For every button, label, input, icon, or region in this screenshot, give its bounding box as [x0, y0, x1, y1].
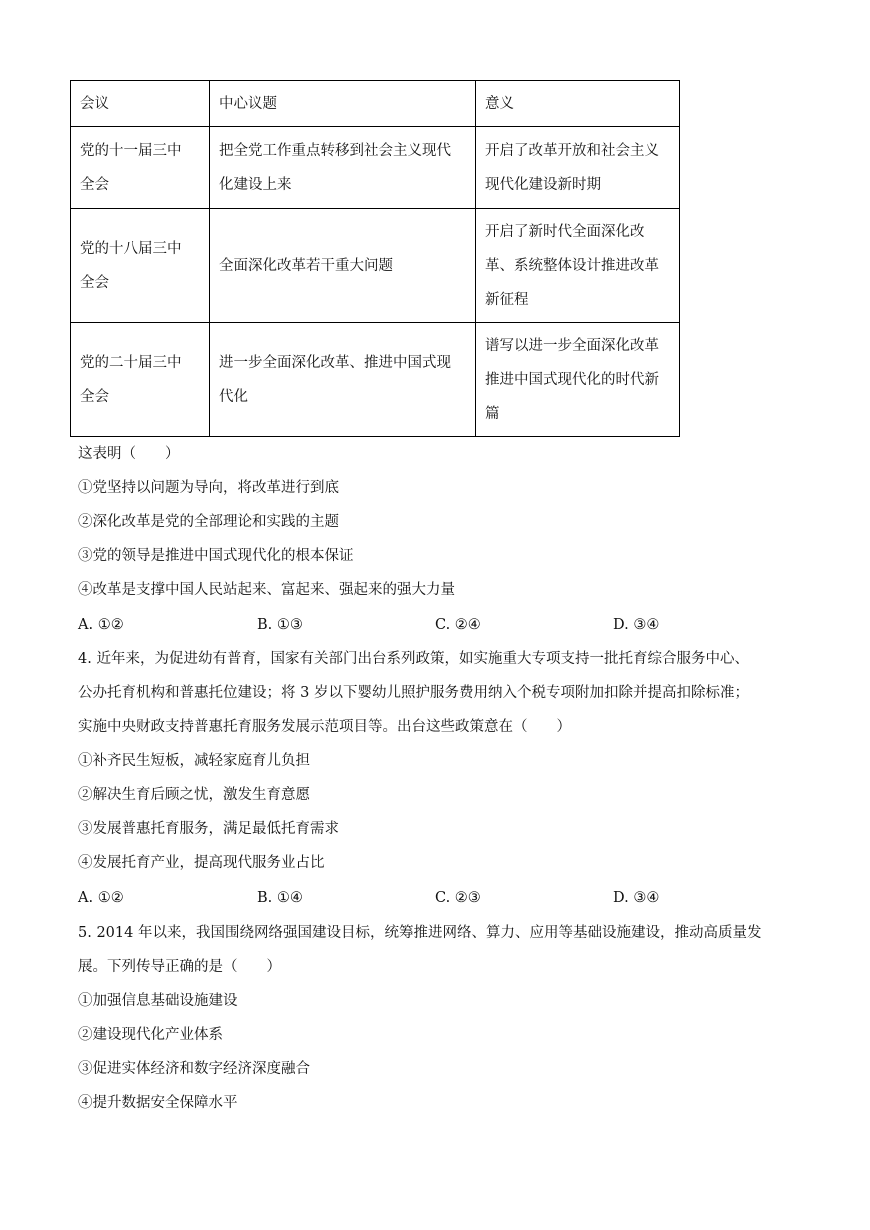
q3-stem: 这表明（ ）: [78, 446, 180, 462]
cell-line: 党的二十届三中: [80, 354, 182, 371]
cell-line: 党的十一届三中: [80, 142, 182, 159]
q3-item-1: ①党坚持以问题为导向，将改革进行到底: [78, 480, 339, 496]
q3-item-2: ②深化改革是党的全部理论和实践的主题: [78, 514, 339, 530]
header-topic: 中心议题: [210, 81, 476, 127]
cell-line: 全会: [80, 176, 109, 193]
cell-line: 全会: [80, 274, 109, 291]
q3-option-c[interactable]: C. ②④: [435, 617, 481, 633]
q4-option-c[interactable]: C. ②③: [435, 890, 481, 906]
meeting-cell: [71, 323, 210, 437]
meeting-cell: [71, 209, 210, 323]
cell-line: 全面深化改革若干重大问题: [219, 257, 393, 274]
q4-stem-line-1: 4. 近年来，为促进幼有普育，国家有关部门出台系列政策，如实施重大专项支持一批托育综合服务中心、: [78, 651, 749, 667]
q5-item-4: ④提升数据安全保障水平: [78, 1095, 238, 1111]
q3-option-b[interactable]: B. ①③: [257, 617, 303, 633]
cell-line: 革、系统整体设计推进改革: [485, 257, 659, 274]
q4-item-4: ④发展托育产业，提高现代服务业占比: [78, 855, 325, 871]
table-row: [71, 127, 680, 209]
q5-stem-line-1: 5. 2014 年以来，我国围绕网络强国建设目标，统筹推进网络、算力、应用等基础设施建设，推动高质量发: [78, 925, 762, 941]
q3-item-3: ③党的领导是推进中国式现代化的根本保证: [78, 548, 354, 564]
q3-option-d[interactable]: D. ③④: [613, 617, 660, 633]
significance-cell: [476, 323, 680, 437]
q4-stem-line-3: 实施中央财政支持普惠托育服务发展示范项目等。出台这些政策意在（ ）: [78, 719, 571, 735]
topic-cell: [210, 209, 476, 323]
table-header-row: [71, 81, 680, 127]
cell-line: 新征程: [485, 291, 529, 308]
meeting-cell: [71, 127, 210, 209]
cell-line: 篇: [485, 405, 500, 422]
q3-item-4: ④改革是支撑中国人民站起来、富起来、强起来的强大力量: [78, 582, 455, 598]
cell-line: 全会: [80, 388, 109, 405]
cell-line: 进一步全面深化改革、推进中国式现: [219, 354, 451, 371]
q5-stem-line-2: 展。下列传导正确的是（ ）: [78, 959, 281, 975]
cell-line: 代化: [219, 388, 248, 405]
header-significance: 意义: [476, 81, 680, 127]
cell-line: 把全党工作重点转移到社会主义现代: [219, 142, 451, 159]
cell-line: 推进中国式现代化的时代新: [485, 371, 659, 388]
cell-line: 党的十八届三中: [80, 240, 182, 257]
cell-line: 开启了改革开放和社会主义: [485, 142, 659, 159]
cell-line: 现代化建设新时期: [485, 176, 601, 193]
q3-option-a[interactable]: A. ①②: [78, 617, 124, 633]
meetings-table: [70, 80, 680, 437]
q5-item-1: ①加强信息基础设施建设: [78, 993, 238, 1009]
q4-item-1: ①补齐民生短板，减轻家庭育儿负担: [78, 753, 310, 769]
q4-option-d[interactable]: D. ③④: [613, 890, 660, 906]
q4-stem-line-2: 公办托育机构和普惠托位建设；将 3 岁以下婴幼儿照护服务费用纳入个税专项附加扣除并提高扣除标准；: [78, 685, 749, 701]
table-row: [71, 323, 680, 437]
cell-line: 谱写以进一步全面深化改革: [485, 337, 659, 354]
topic-cell: [210, 127, 476, 209]
cell-line: 开启了新时代全面深化改: [485, 223, 645, 240]
table-row: [71, 209, 680, 323]
significance-cell: [476, 127, 680, 209]
q5-item-2: ②建设现代化产业体系: [78, 1027, 223, 1043]
significance-cell: [476, 209, 680, 323]
topic-cell: [210, 323, 476, 437]
cell-line: 化建设上来: [219, 176, 292, 193]
header-meeting: 会议: [71, 81, 210, 127]
q5-item-3: ③促进实体经济和数字经济深度融合: [78, 1061, 310, 1077]
q4-option-a[interactable]: A. ①②: [78, 890, 124, 906]
q4-item-3: ③发展普惠托育服务，满足最低托育需求: [78, 821, 339, 837]
q4-item-2: ②解决生育后顾之忧，激发生育意愿: [78, 787, 310, 803]
q4-option-b[interactable]: B. ①④: [257, 890, 303, 906]
